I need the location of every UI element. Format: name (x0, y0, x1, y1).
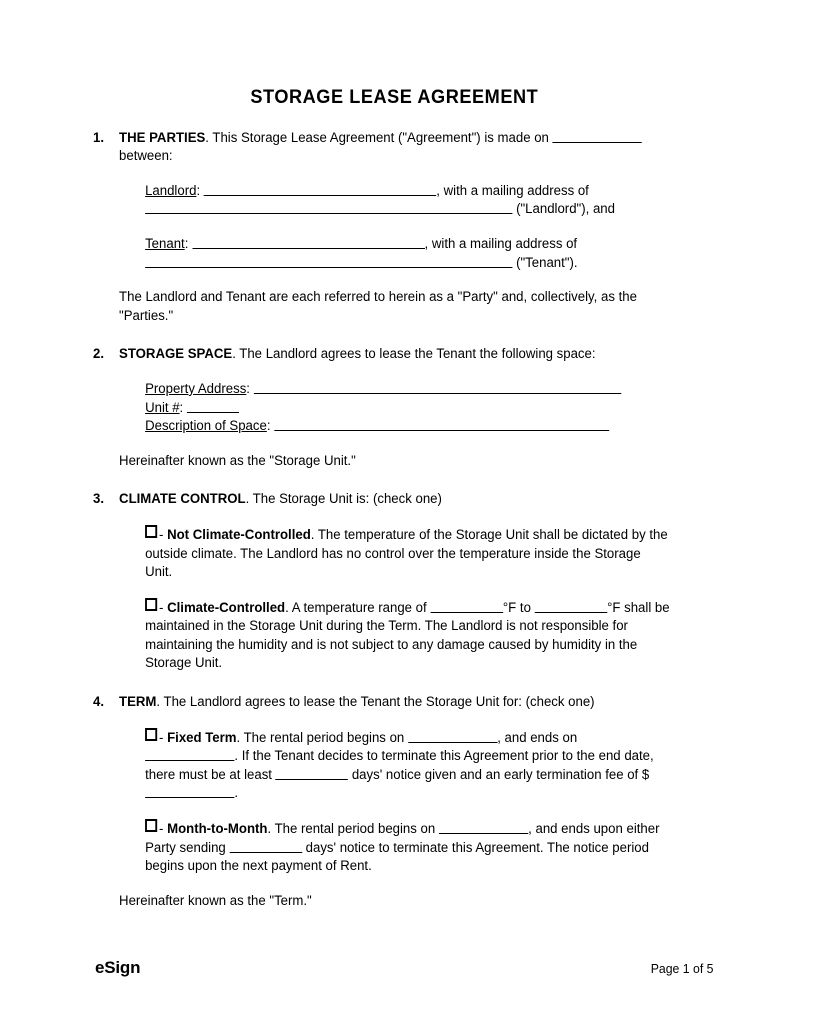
option-month-to-month[interactable] (145, 819, 670, 876)
clause-number-4: 4. (93, 694, 105, 711)
tenant-name-blank[interactable] (192, 235, 425, 249)
clause-heading-2: STORAGE SPACE (119, 346, 233, 363)
tenant-after-name: , with a mailing address of (424, 235, 578, 252)
clause-body-4 (119, 693, 670, 712)
spacer (119, 582, 670, 598)
storage-fields-body (119, 380, 670, 470)
tenant-colon: : (184, 235, 189, 252)
document-body (93, 88, 670, 910)
clause-intro-1b: between: (119, 148, 173, 165)
spacer (93, 712, 670, 728)
fixed-term-end-date-blank[interactable] (145, 747, 234, 761)
landlord-after-name: , with a mailing address of (436, 182, 589, 199)
description-of-space-row (145, 417, 670, 436)
tenant-label: Tenant (145, 235, 185, 252)
clause-heading-3: CLIMATE CONTROL (119, 491, 246, 508)
tenant-address-blank[interactable] (145, 254, 512, 268)
checkbox-fixed-term[interactable] (145, 728, 157, 741)
fixed-term-text-3: . If the Tenant decides to terminate this Agreement prior to the end date, there must be at least (145, 748, 654, 783)
landlord-after-address: ("Landlord"), and (516, 201, 615, 218)
option-label-fixed-term: Fixed Term (167, 729, 237, 746)
property-address-blank[interactable] (254, 380, 621, 394)
landlord-label: Landlord (145, 182, 197, 199)
description-of-space-colon: : (266, 418, 271, 435)
temperature-high-blank[interactable] (535, 599, 608, 613)
clause-intro-4: . The Landlord agrees to lease the Tenant the Storage Unit for: (check one) (156, 694, 595, 711)
clause-intro-3: . The Storage Unit is: (check one) (245, 491, 442, 508)
checkbox-not-climate-controlled[interactable] (145, 525, 157, 538)
checkbox-climate-controlled[interactable] (145, 598, 157, 611)
clause-storage-space (93, 345, 670, 364)
spacer (119, 876, 670, 892)
option-dash-1: - (159, 526, 168, 543)
option-text-climate-degree1: °F to (502, 599, 535, 616)
tenant-row (145, 235, 670, 272)
date-blank[interactable] (553, 129, 642, 143)
clause-body-3 (119, 490, 670, 509)
temperature-low-blank[interactable] (430, 599, 503, 613)
property-address-row (145, 380, 670, 399)
month-to-month-text-2: , and ends upon either Party sending (145, 821, 660, 856)
storage-space-closing: Hereinafter known as the "Storage Unit." (119, 452, 356, 469)
spacer (93, 325, 670, 345)
option-text-climate-1: . A temperature range of (285, 599, 431, 616)
month-to-month-text-3: days' notice to terminate this Agreement. The notice period begins upon the next payment of Rent. (145, 839, 649, 875)
clause-body-2 (119, 345, 670, 364)
spacer (93, 509, 670, 525)
clause-body-1 (119, 129, 670, 166)
spacer (93, 364, 670, 380)
clause-number-2: 2. (93, 346, 105, 363)
option-fixed-term[interactable] (145, 728, 670, 803)
unit-number-blank[interactable] (187, 399, 239, 413)
term-closing: Hereinafter known as the "Term." (119, 892, 312, 909)
landlord-address-blank[interactable] (145, 200, 512, 214)
option-climate-controlled[interactable] (145, 598, 670, 673)
fixed-term-start-date-blank[interactable] (408, 729, 497, 743)
landlord-colon: : (196, 182, 201, 199)
spacer (119, 272, 670, 288)
parties-body (119, 182, 670, 326)
option-text-climate-degree2: °F shall be maintained in the Storage Unit during the Term. The Landlord is not responsible for maintaining the humidity and is not subject to any damage caused by humidity in the Storage Unit. (145, 599, 670, 672)
clause-heading-1: THE PARTIES (119, 129, 206, 146)
climate-options-block (93, 525, 670, 673)
description-of-space-blank[interactable] (274, 417, 609, 431)
spacer (119, 219, 670, 235)
month-to-month-start-date-blank[interactable] (439, 820, 528, 834)
term-options-body (119, 728, 670, 911)
spacer (93, 470, 670, 490)
clause-intro-2: . The Landlord agrees to lease the Tenant the following space: (232, 346, 596, 363)
unit-number-label: Unit # (145, 399, 180, 416)
parties-closing-paragraph: The Landlord and Tenant are each referred to herein as a "Party" and, collectively, as the "Parties." (119, 289, 637, 324)
storage-fields-block (93, 380, 670, 470)
month-to-month-notice-days-blank[interactable] (229, 839, 302, 853)
fixed-term-notice-days-blank[interactable] (276, 766, 349, 780)
property-address-label: Property Address (145, 380, 247, 397)
parties-block (93, 182, 670, 326)
fixed-term-text-5: . (234, 785, 239, 802)
clause-number-3: 3. (93, 491, 105, 508)
description-of-space-label: Description of Space (145, 418, 267, 435)
fixed-term-fee-blank[interactable] (145, 784, 234, 798)
climate-options-body (119, 525, 670, 673)
unit-number-row (145, 399, 670, 418)
option-dash-2: - (159, 599, 168, 616)
spacer (93, 166, 670, 182)
landlord-name-blank[interactable] (204, 182, 437, 196)
spacer (93, 673, 670, 693)
option-label-climate-controlled: Climate-Controlled (167, 599, 286, 616)
month-to-month-text-1: . The rental period begins on (267, 821, 439, 838)
option-label-not-climate-controlled: Not Climate-Controlled (167, 526, 311, 543)
checkbox-month-to-month[interactable] (145, 819, 157, 832)
page-footer (95, 958, 713, 978)
clause-intro-1a: . This Storage Lease Agreement ("Agreement") is made on (205, 129, 549, 146)
option-not-climate-controlled[interactable] (145, 525, 670, 582)
clause-the-parties (93, 129, 670, 166)
page-number: Page 1 of 5 (650, 961, 713, 976)
clause-number-1: 1. (93, 129, 105, 146)
option-text-not-climate-controlled: . The temperature of the Storage Unit shall be dictated by the outside climate. The Landlord has no control over the temperature inside the Storage Unit. (145, 526, 668, 581)
option-dash-3: - (159, 729, 168, 746)
unit-number-colon: : (179, 399, 184, 416)
esign-logo: eSign (95, 958, 141, 977)
clause-heading-4: TERM (119, 694, 157, 711)
tenant-after-address: ("Tenant"). (516, 254, 578, 271)
clause-term (93, 693, 670, 712)
spacer (119, 803, 670, 819)
spacer (119, 436, 670, 452)
option-dash-4: - (159, 821, 168, 838)
fixed-term-text-2: , and ends on (497, 729, 578, 746)
option-label-month-to-month: Month-to-Month (167, 821, 268, 838)
property-address-colon: : (246, 380, 250, 397)
term-options-block (93, 728, 670, 911)
landlord-row (145, 182, 670, 219)
page-title: STORAGE LEASE AGREEMENT (250, 86, 539, 108)
fixed-term-text-4: days' notice given and an early termination fee of $ (348, 766, 650, 783)
clause-climate-control (93, 490, 670, 509)
fixed-term-text-1: . The rental period begins on (236, 729, 408, 746)
